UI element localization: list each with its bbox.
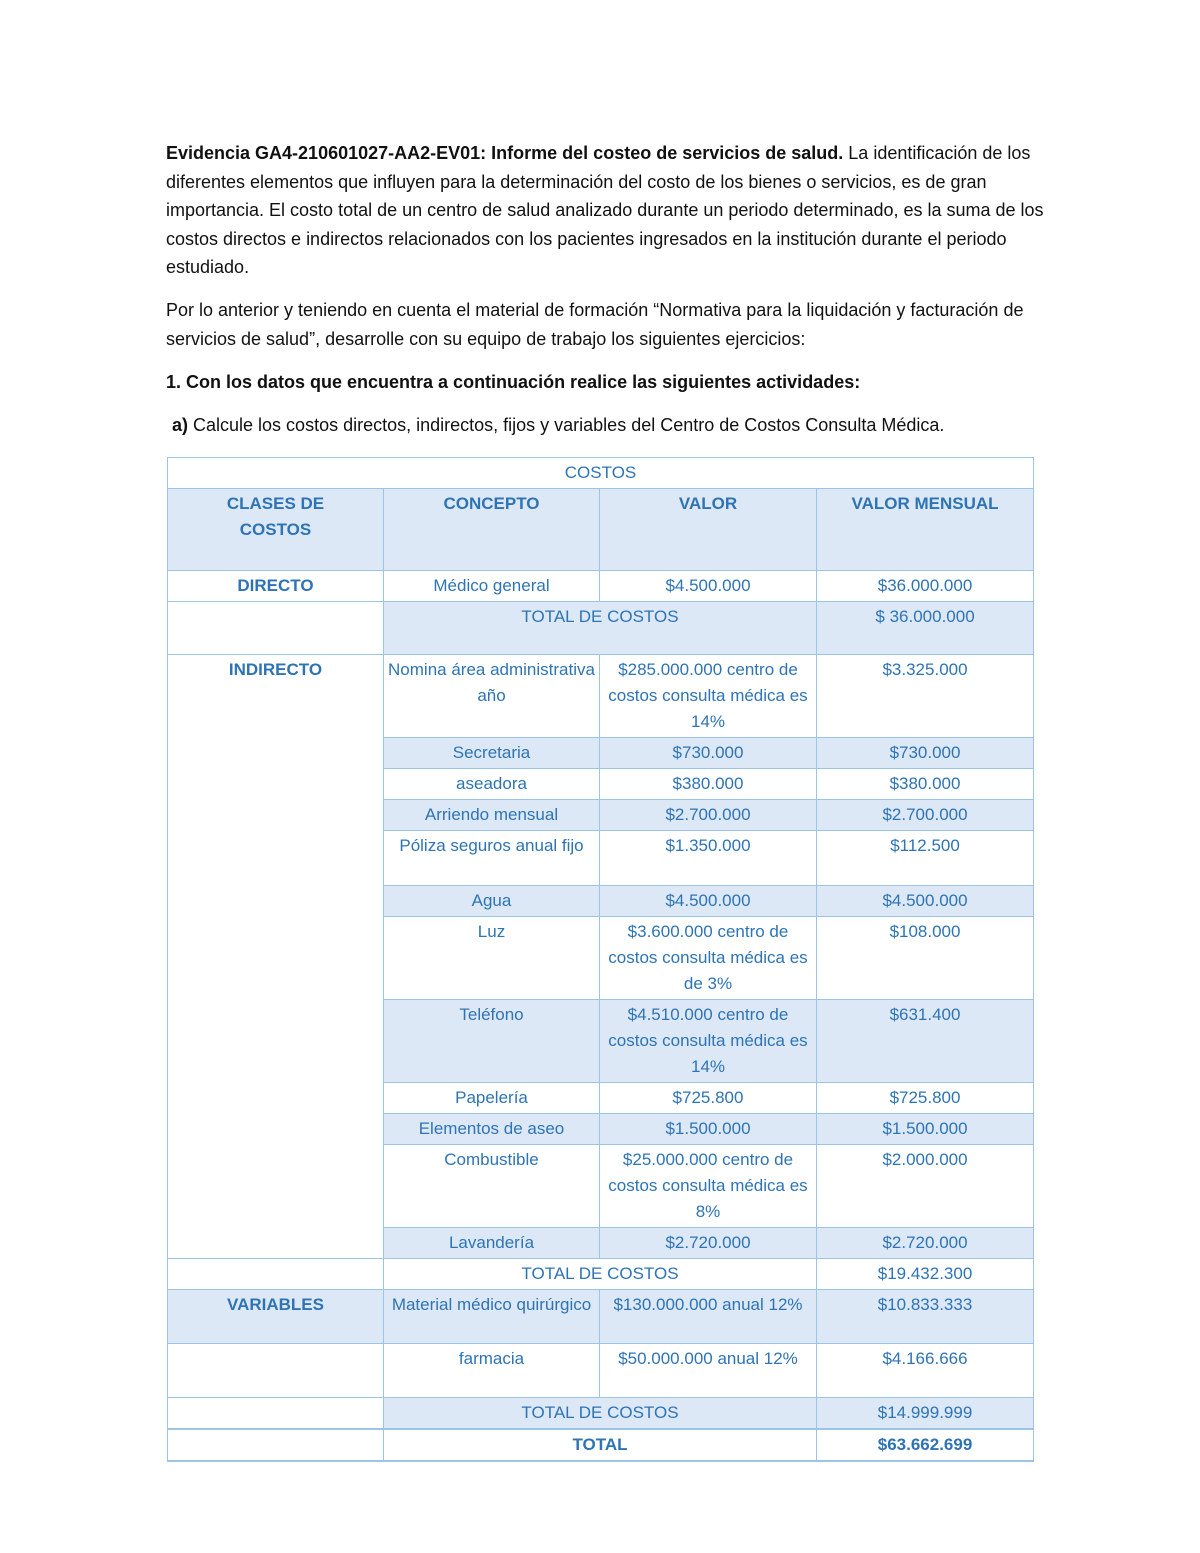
indirecto-mensual: $725.800	[817, 1083, 1034, 1114]
header-valor-mensual: VALOR MENSUAL	[817, 489, 1034, 571]
clase-empty	[168, 1344, 384, 1398]
indirecto-mensual: $730.000	[817, 738, 1034, 769]
grand-total-value: $63.662.699	[817, 1429, 1034, 1461]
indirecto-mensual: $1.500.000	[817, 1114, 1034, 1145]
indirecto-valor: $3.600.000 centro de costos consulta médica es de 3%	[600, 917, 817, 1000]
total-spacer	[168, 1259, 384, 1290]
indirecto-total-label: TOTAL DE COSTOS	[384, 1259, 817, 1290]
costs-table	[167, 457, 1034, 1462]
directo-total-value: $ 36.000.000	[817, 602, 1034, 655]
clase-variables: VARIABLES	[168, 1290, 384, 1344]
indirecto-concepto: Póliza seguros anual fijo	[384, 831, 600, 886]
indirecto-mensual: $108.000	[817, 917, 1034, 1000]
table-title: COSTOS	[168, 458, 1034, 489]
indirecto-mensual: $380.000	[817, 769, 1034, 800]
variables-mensual: $10.833.333	[817, 1290, 1034, 1344]
indirecto-mensual: $2.720.000	[817, 1228, 1034, 1259]
indirecto-valor: $4.500.000	[600, 886, 817, 917]
activity-a	[172, 411, 1052, 440]
indirecto-mensual: $2.700.000	[817, 800, 1034, 831]
evidence-title: Evidencia GA4-210601027-AA2-EV01: Informe del costeo de servicios de salud.	[166, 143, 844, 163]
variables-valor: $130.000.000 anual 12%	[600, 1290, 817, 1344]
intro-body: La identificación de los diferentes elementos que influyen para la determinación del costo de los bienes o servicios, es de gran importancia. El costo total de un centro de salud analizado durante un periodo determinado, es la suma de los costos directos e indirectos relacionados con los pacientes ingresados en la institución durante el periodo estudiado.	[166, 143, 1044, 277]
indirecto-concepto: Arriendo mensual	[384, 800, 600, 831]
activity-a-text: Calcule los costos directos, indirectos, fijos y variables del Centro de Costos Consulta Médica.	[188, 415, 945, 435]
indirecto-concepto: Nomina área administrativa año	[384, 655, 600, 738]
variables-total-value: $14.999.999	[817, 1398, 1034, 1430]
indirecto-valor: $730.000	[600, 738, 817, 769]
table-row	[168, 1344, 1034, 1398]
variables-total-label: TOTAL DE COSTOS	[384, 1398, 817, 1430]
header-valor: VALOR	[600, 489, 817, 571]
indirecto-concepto: Teléfono	[384, 1000, 600, 1083]
total-row	[168, 1398, 1034, 1430]
directo-concepto: Médico general	[384, 571, 600, 602]
directo-total-spacer	[168, 602, 384, 655]
clase-directo: DIRECTO	[168, 571, 384, 602]
grand-total-spacer	[168, 1429, 384, 1461]
exercise-heading: 1. Con los datos que encuentra a continuación realice las siguientes actividades:	[166, 372, 861, 392]
indirecto-concepto: Luz	[384, 917, 600, 1000]
grand-total-label: TOTAL	[384, 1429, 817, 1461]
indirecto-concepto: Papelería	[384, 1083, 600, 1114]
indirecto-concepto: aseadora	[384, 769, 600, 800]
indirecto-mensual: $3.325.000	[817, 655, 1034, 738]
instructions-paragraph: Por lo anterior y teniendo en cuenta el material de formación “Normativa para la liquidación y facturación de servicios de salud”, desarrolle con su equipo de trabajo los siguientes ejercicios:	[166, 300, 1024, 349]
indirecto-valor: $2.700.000	[600, 800, 817, 831]
indirecto-total-value: $19.432.300	[817, 1259, 1034, 1290]
directo-valor: $4.500.000	[600, 571, 817, 602]
header-clases: CLASES DE COSTOS	[168, 489, 384, 571]
variables-concepto: Material médico quirúrgico	[384, 1290, 600, 1344]
indirecto-concepto: Lavandería	[384, 1228, 600, 1259]
indirecto-valor: $2.720.000	[600, 1228, 817, 1259]
directo-total-label: TOTAL DE COSTOS	[384, 602, 817, 655]
header-concepto: CONCEPTO	[384, 489, 600, 571]
variables-concepto: farmacia	[384, 1344, 600, 1398]
activity-a-label: a)	[172, 415, 189, 435]
indirecto-concepto: Secretaria	[384, 738, 600, 769]
indirecto-mensual: $2.000.000	[817, 1145, 1034, 1228]
indirecto-valor: $725.800	[600, 1083, 817, 1114]
total-spacer	[168, 1398, 384, 1430]
indirecto-valor: $25.000.000 centro de costos consulta médica es 8%	[600, 1145, 817, 1228]
total-row	[168, 1259, 1034, 1290]
clase-indirecto: INDIRECTO	[168, 655, 384, 1259]
indirecto-valor: $1.350.000	[600, 831, 817, 886]
table-row	[168, 1290, 1034, 1344]
indirecto-mensual: $112.500	[817, 831, 1034, 886]
indirecto-valor: $4.510.000 centro de costos consulta médica es 14%	[600, 1000, 817, 1083]
indirecto-valor: $285.000.000 centro de costos consulta médica es 14%	[600, 655, 817, 738]
indirecto-mensual: $4.500.000	[817, 886, 1034, 917]
intro-paragraph	[166, 139, 1046, 282]
indirecto-concepto: Elementos de aseo	[384, 1114, 600, 1145]
indirecto-concepto: Agua	[384, 886, 600, 917]
grand-total-row	[168, 1429, 1034, 1461]
indirecto-valor: $1.500.000	[600, 1114, 817, 1145]
indirecto-concepto: Combustible	[384, 1145, 600, 1228]
indirecto-valor: $380.000	[600, 769, 817, 800]
variables-valor: $50.000.000 anual 12%	[600, 1344, 817, 1398]
variables-mensual: $4.166.666	[817, 1344, 1034, 1398]
indirecto-mensual: $631.400	[817, 1000, 1034, 1083]
directo-mensual: $36.000.000	[817, 571, 1034, 602]
table-row	[168, 655, 1034, 738]
